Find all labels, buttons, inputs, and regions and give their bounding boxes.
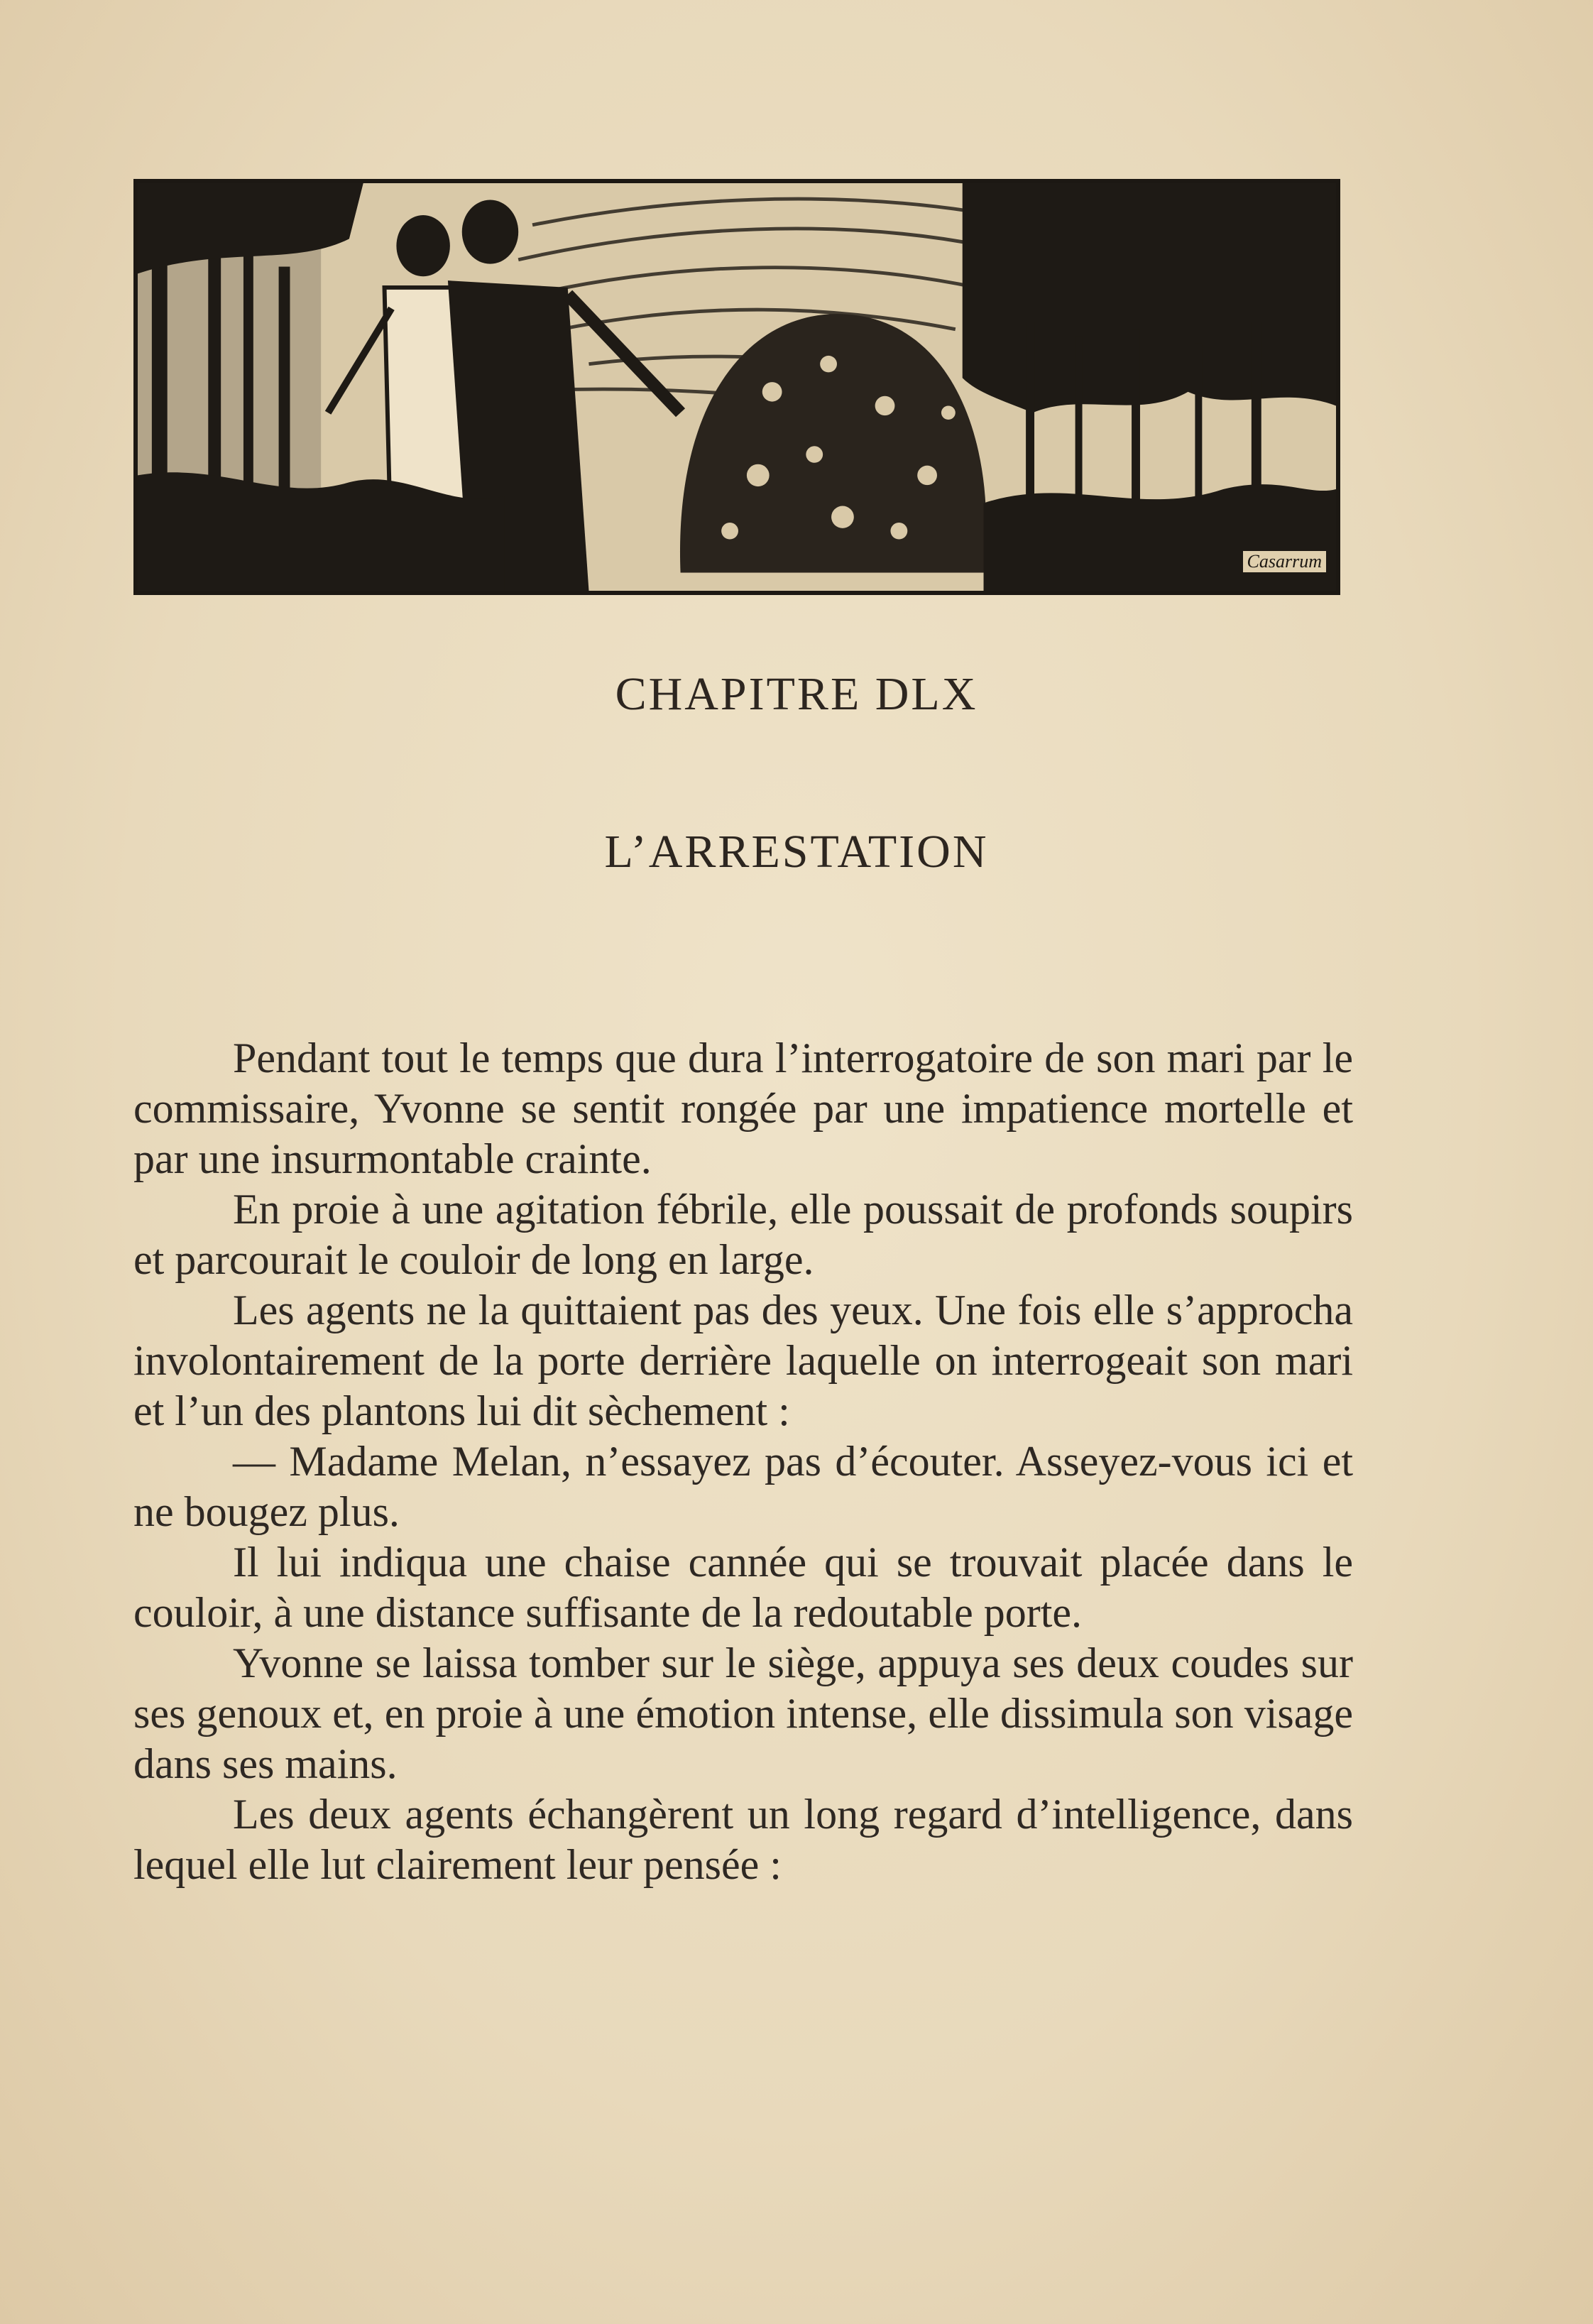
illustrator-signature: Casarrum [1243, 551, 1326, 572]
paragraph: Yvonne se laissa tomber sur le siège, appuya ses deux coudes sur ses genoux et, en proie à une émotion intense, elle dissimula son visage dans ses mains. [133, 1640, 1353, 1787]
chapter-title: L’ARRESTATION [604, 826, 989, 878]
paragraph: — Madame Melan, n’essayez pas d’écouter. Asseyez-vous ici et ne bougez plus. [133, 1438, 1353, 1535]
paragraph: Il lui indiqua une chaise cannée qui se trouvait placée dans le couloir, à une distance suffisante de la redoutable porte. [133, 1539, 1353, 1636]
chapter-header-illustration [133, 179, 1340, 595]
chapter-number: CHAPITRE DLX [615, 668, 978, 720]
paragraph: Les deux agents échangèrent un long regard d’intelligence, dans lequel elle lut clairement leur pensée : [133, 1791, 1353, 1888]
paragraph: Les agents ne la quittaient pas des yeux. Une fois elle s’approcha involontairement de la porte derrière laquelle on interrogeait son mari et l’un des plantons lui dit sèchement : [133, 1287, 1353, 1434]
body-text [133, 1033, 1353, 1890]
paragraph: En proie à une agitation fébrile, elle poussait de profonds soupirs et parcourait le couloir de long en large. [133, 1186, 1353, 1283]
garden-scene-icon [138, 183, 1336, 591]
paragraph: Pendant tout le temps que dura l’interrogatoire de son mari par le commissaire, Yvonne se sentit rongée par une impatience mortelle et par une insurmontable crainte. [133, 1035, 1353, 1182]
